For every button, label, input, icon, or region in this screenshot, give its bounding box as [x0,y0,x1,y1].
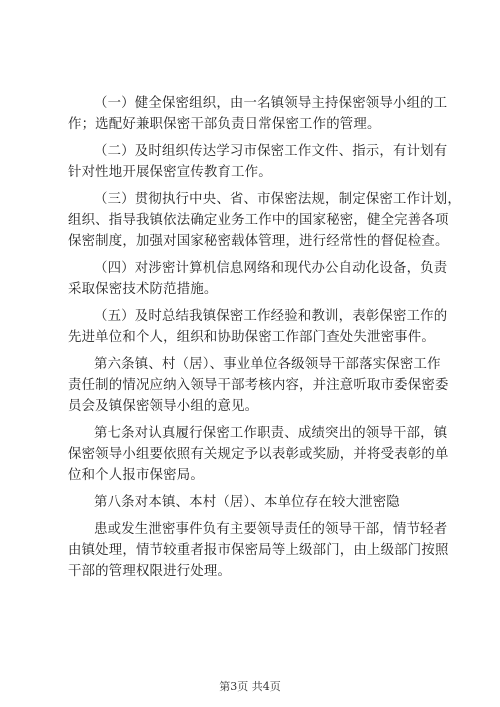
text-line: （三）贯彻执行中央、省、市保密法规，制定保密工作计划， [94,192,461,207]
article-6 [68,354,449,417]
text-line: 采取保密技术防范措施。 [68,282,218,297]
text-line: 员会及镇保密领导小组的意见。 [68,399,259,414]
text-line: （四）对涉密计算机信息网络和现代办公自动化设备，负责 [94,261,448,276]
text-line: 位和个人报市保密局。 [68,468,204,483]
text-line: 保密领导小组要依照有关规定予以表彰或奖励，并将受表彰的单 [68,447,449,462]
paragraph-5 [68,306,448,348]
text-line: 责任制的情况应纳入领导干部考核内容，并注意听取市委保密委 [68,378,449,393]
text-line: 第七条对认真履行保密工作职责、成绩突出的领导干部，镇 [94,426,448,441]
text-line: 作；选配好兼职保密干部负责日常保密工作的管理。 [68,117,381,132]
page-footer: 第3页 共4页 [219,680,281,693]
text-line: 第八条对本镇、本村（居）、本单位存在较大泄密隐 [94,495,400,510]
document-body [68,93,461,582]
text-line: 患或发生泄密事件负有主要领导责任的领导干部，情节轻者 [94,522,448,537]
text-line: 组织、指导我镇依法确定业务工作中的国家秘密，健全完善各项 [68,213,449,228]
text-line: （一）健全保密组织，由一名镇领导主持保密领导小组的工 [94,96,448,111]
text-line: 保密制度，加强对国家秘密载体管理，进行经常性的督促检查。 [68,234,449,249]
text-line: 由镇处理，情节较重者报市保密局等上级部门，由上级部门按照 [68,543,449,558]
text-line: 干部的管理权限进行处理。 [68,564,232,579]
text-line: 第六条镇、村（居）、事业单位各级领导干部落实保密工作 [94,357,441,372]
paragraph-2 [68,141,448,183]
article-7 [68,423,449,486]
text-line: 针对性地开展保密宣传教育工作。 [68,165,272,180]
paragraph-3 [68,189,461,252]
paragraph-4 [68,258,448,300]
article-8-continued [68,519,449,582]
article-8 [68,492,444,513]
text-line: （二）及时组织传达学习市保密工作文件、指示，有计划有 [94,144,448,159]
text-line: 先进单位和个人，组织和协助保密工作部门查处失泄密事件。 [68,330,435,345]
text-line: （五）及时总结我镇保密工作经验和教训，表彰保密工作的 [94,309,448,324]
paragraph-1 [68,93,448,135]
